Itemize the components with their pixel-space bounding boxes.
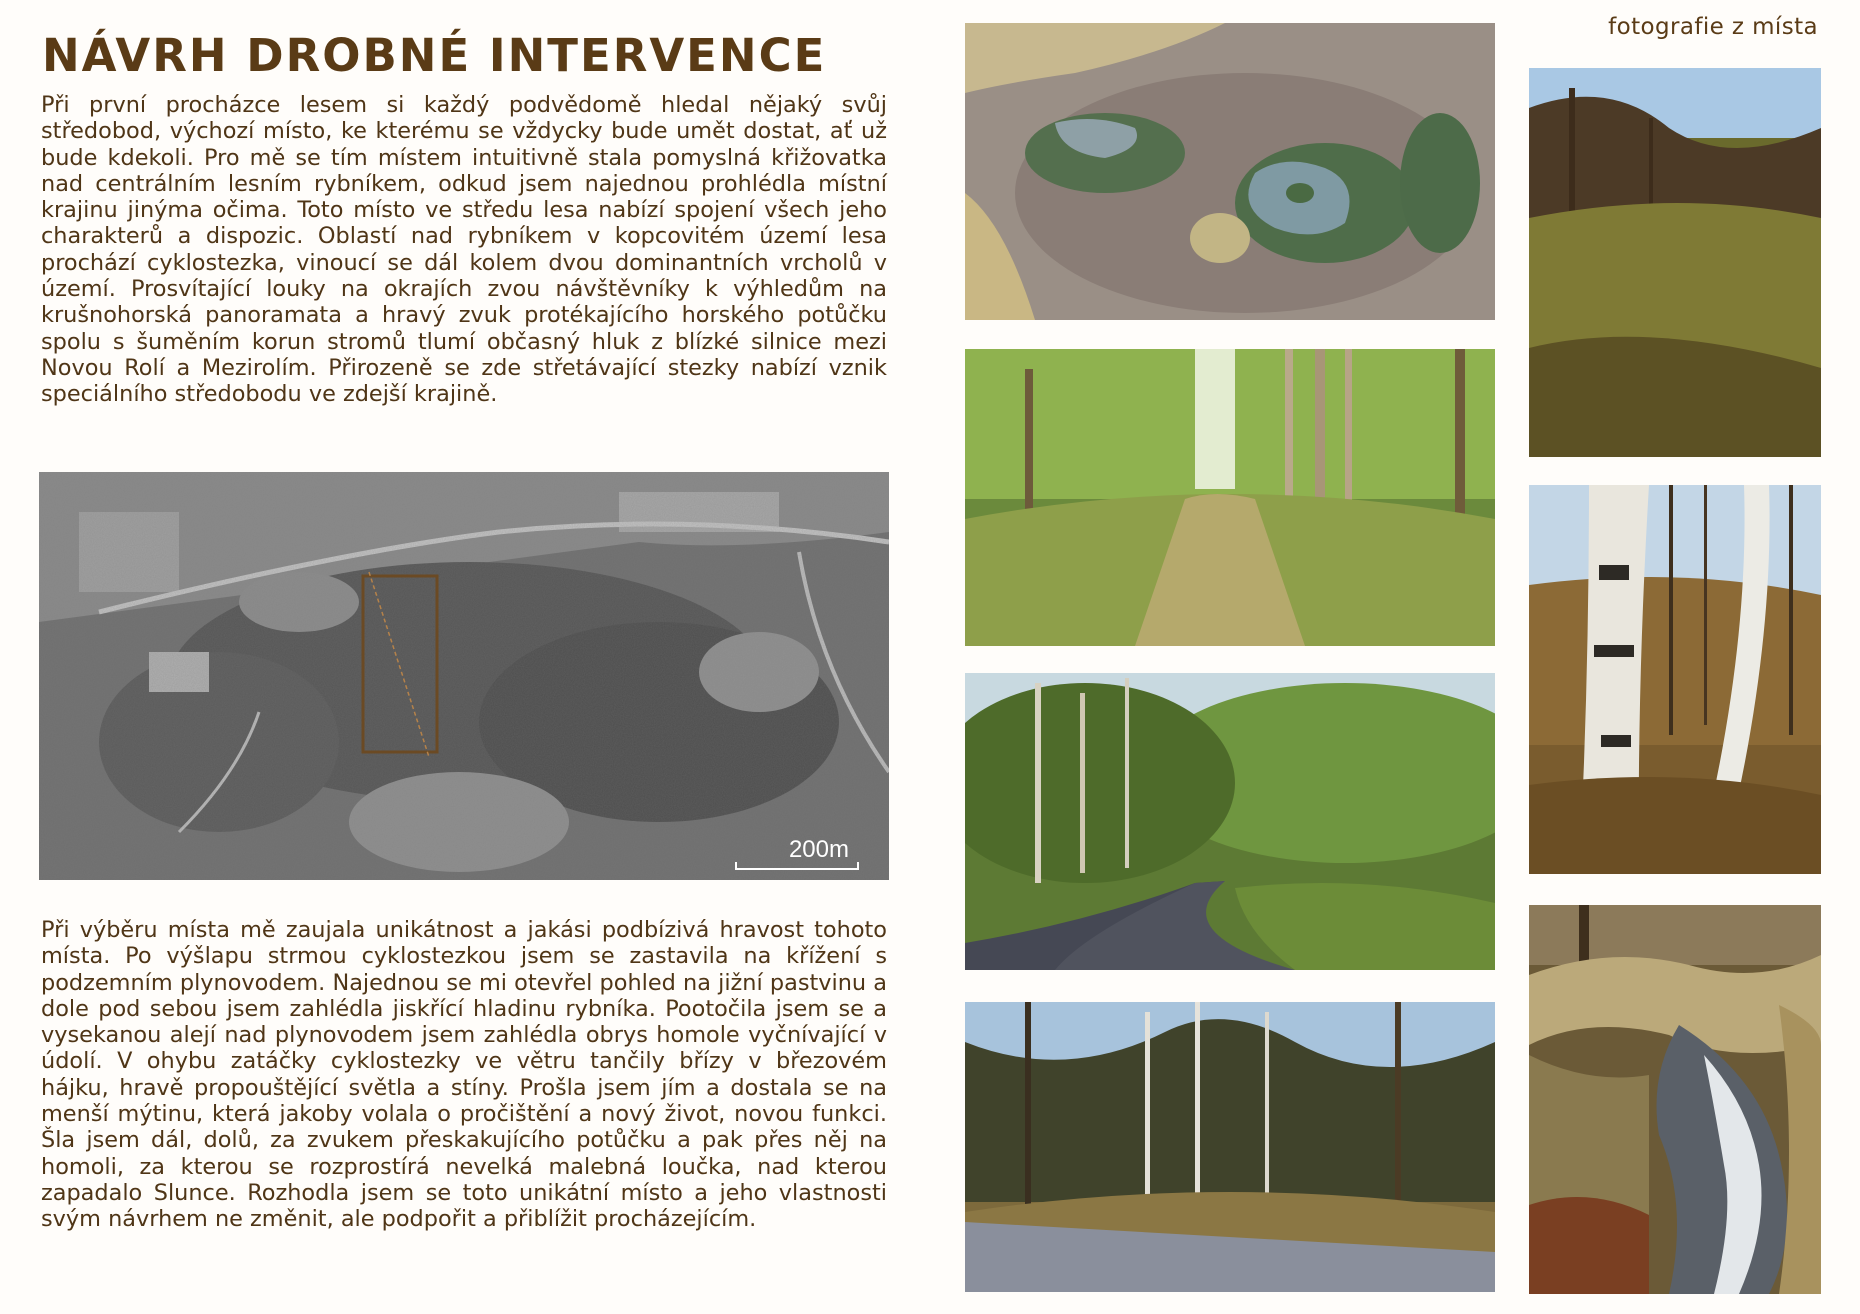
page-title: NÁVRH DROBNÉ INTERVENCE [42, 29, 827, 82]
birch-road-photo [965, 1002, 1495, 1292]
cycle-path-photo [965, 673, 1495, 970]
intro-paragraph: Při první procházce lesem si každý podvědomě hledal nějaký svůj středobod, výchozí místo, ke kterému se vždycky bude umět dostat, ať už bude kdekoli. Pro mě se tím místem intuitivně stala pomyslná křižovatka nad centrálním lesním rybníkem, odkud jsem najednou prohlédla místní krajinu jinýma očima. Toto místo ve středu lesa nabízí spojení všech jeho charakterů a dispozic. Oblastí nad rybníkem v kopcovitém území lesa prochází cyklostezka, vinoucí se dál kolem dvou dominantních vrcholů v území. Prosvítající louky na okrajích zvou návštěvníky k výhledům na krušnohorská panoramata a hravý zvuk protékajícího horského potůčku spolu s šuměním korun stromů tlumí občasný hluk z blízké silnice mezi Novou Rolí a Mezirolím. Přirozeně se zde střetávající stezky nabízí vznik speciálního středobodu ve zdejší krajině. [41, 92, 887, 408]
photos-label: fotografie z místa [1608, 14, 1818, 40]
site-selection-paragraph: Při výběru místa mě zaujala unikátnost a jakási podbízivá hravost tohoto místa. Po výšlapu strmou cyklostezkou jsem se zastavila na křížení s podzemním plynovodem. Najednou se mi otevřel pohled na jižní pastvinu a dole pod sebou jsem zahlédla jiskřící hladinu rybníka. Pootočila jsem se a vysekanou alejí nad plynovodem jsem zahlédla obrys homole vyčnívající v údolí. V ohybu zatáčky cyklostezky ve větru tančily břízy v březovém hájku, hravě propouštějící světla a stíny. Prošla jsem jím a dostala se na menší mýtinu, která jakoby volala o pročištění a nový život, novou funkci. Šla jsem dál, dolů, za zvukem přeskakujícího potůčku a pak přes něj na homoli, za kterou se rozprostírá nevelká malebná loučka, nad kterou zapadalo Slunce. Rozhodla jsem se toto unikátní místo a jeho vlastnosti svým návrhem ne změnit, ale podpořit a přiblížit procházejícím. [41, 917, 887, 1233]
aerial-drone-photo [965, 23, 1495, 320]
aerial-map [39, 472, 889, 880]
scale-label: 200m [788, 836, 849, 863]
forest-path-photo [965, 349, 1495, 646]
meadow-photo [1529, 68, 1821, 457]
birch-trunks-photo [1529, 485, 1821, 874]
stream-photo [1529, 905, 1821, 1294]
